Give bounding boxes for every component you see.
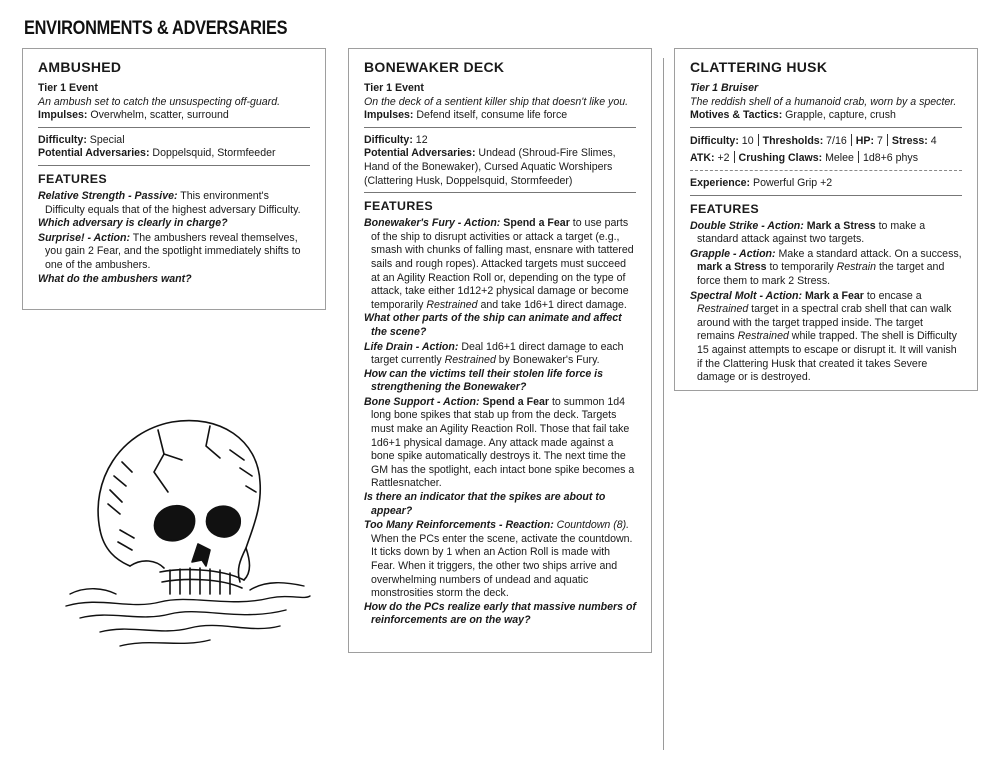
feature-text: The ambushers reveal themselves, you gain 2 Fear, and the spotlight immediately shifts to one of the ambushers.: [45, 231, 301, 271]
atk-value: +2: [714, 152, 730, 165]
feature-name: Life Drain - Action:: [364, 340, 459, 353]
difficulty-line: [38, 134, 310, 148]
feature-text: This environment's Difficulty equals that of the highest adversary Difficulty.: [45, 189, 301, 216]
feature-text: and take 1d6+1 direct damage.: [477, 298, 627, 311]
stress-label: Stress:: [891, 134, 928, 147]
feature-text: to temporarily: [766, 261, 837, 274]
page-title: ENVIRONMENTS & ADVERSARIES: [24, 18, 288, 39]
difficulty-value: 10: [738, 134, 754, 147]
separator: [887, 134, 888, 146]
stress-value: 4: [927, 134, 937, 147]
condition: Restrained: [697, 303, 749, 316]
experience-value: Powerful Grip +2: [750, 176, 833, 189]
feature-cost: Mark a Fear: [802, 289, 864, 302]
feature-name: Double Strike - Action:: [690, 219, 804, 232]
card-tier: Tier 1 Event: [364, 82, 424, 94]
feature-name: Bonewaker's Fury - Action:: [364, 217, 501, 230]
feature: [364, 341, 636, 395]
card-ambushed: [22, 48, 326, 310]
card-description: The reddish shell of a humanoid crab, worn by a specter.: [690, 95, 957, 108]
feature-name: Spectral Molt - Action:: [690, 289, 803, 302]
impulses-line: [38, 109, 310, 123]
feature: [690, 220, 962, 247]
difficulty-value: Special: [86, 133, 125, 146]
motives-line: [690, 109, 962, 123]
card-title: AMBUSHED: [38, 59, 122, 75]
impulses-label: Impulses:: [364, 109, 414, 122]
impulses-line: [364, 109, 636, 123]
feature-text: the target and force them to mark 2 Stress.: [697, 261, 945, 287]
hp-label: HP:: [855, 134, 875, 147]
feature: [364, 217, 636, 339]
skull-in-water-icon: [60, 410, 315, 650]
feature: [690, 290, 962, 385]
rule: [690, 195, 962, 196]
feature: [38, 232, 310, 286]
card-title: BONEWAKER DECK: [364, 59, 505, 75]
separator: [758, 134, 759, 146]
experience-line: [690, 177, 962, 191]
impulses-value: Defend itself, consume life force: [413, 109, 568, 122]
feature: [364, 519, 636, 628]
feature-question: Is there an indicator that the spikes are about to appear?: [364, 491, 606, 517]
features-heading: FEATURES: [690, 201, 760, 216]
condition: Restrained: [737, 330, 789, 343]
stats-line: [690, 134, 962, 149]
card-title: CLATTERING HUSK: [690, 59, 828, 75]
motives-label: Motives & Tactics:: [690, 109, 783, 122]
countdown: Countdown (8).: [553, 519, 630, 532]
feature-text: Make a standard attack. On a success,: [775, 247, 962, 260]
weapon-label: Crushing Claws:: [738, 152, 823, 165]
card-tier: Tier 1 Bruiser: [690, 82, 759, 94]
feature-name: Grapple - Action:: [690, 247, 776, 260]
feature-text: to summon 1d4 long bone spikes that stab up from the deck. Targets must make an Agility Reaction Roll. Those that fail take 1d6+1 physical damage. Any attack made against a bone spike automatically destroys it. The next time the GM has the spotlight, each intact bone spike becomes a Rattlesnatcher.: [371, 395, 635, 490]
feature-question: What other parts of the ship can animate and affect the scene?: [364, 312, 622, 338]
adversaries-label: Potential Adversaries:: [364, 147, 476, 160]
separator: [858, 151, 859, 163]
feature: [364, 396, 636, 518]
feature-question: Which adversary is clearly in charge?: [38, 217, 228, 230]
features-heading: FEATURES: [364, 199, 434, 214]
weapon-damage: 1d8+6 phys: [862, 152, 919, 165]
feature-question: How do the PCs realize early that massive numbers of reinforcements are on the way?: [364, 600, 636, 627]
difficulty-label: Difficulty:: [364, 133, 413, 146]
adversaries-line: [364, 147, 636, 188]
thresholds-value: 7/16: [823, 134, 847, 147]
adversaries-line: [38, 147, 310, 161]
separator: [734, 151, 735, 163]
difficulty-line: [364, 134, 636, 148]
feature-name: Bone Support - Action:: [364, 395, 480, 408]
card-description: On the deck of a sentient killer ship that doesn't like you.: [364, 95, 629, 108]
feature-text: to make a standard attack against two targets.: [697, 219, 926, 246]
rule: [690, 127, 962, 128]
feature-question: What do the ambushers want?: [38, 272, 192, 285]
feature-cost: Spend a Fear: [500, 217, 570, 230]
feature-cost: mark a Stress: [697, 261, 767, 274]
difficulty-value: 12: [412, 133, 428, 146]
feature: [690, 248, 962, 289]
feature-text: by Bonewaker's Fury.: [495, 354, 600, 367]
feature-text: Deal 1d6+1 direct damage to each target currently: [371, 340, 624, 367]
card-tier: Tier 1 Event: [38, 82, 98, 94]
condition: Restrained: [426, 298, 478, 311]
impulses-value: Overwhelm, scatter, surround: [87, 109, 229, 122]
rule: [38, 165, 310, 166]
feature-text: target in a spectral crab shell that can walk around with the target trapped inside. The target remains: [697, 303, 952, 343]
difficulty-label: Difficulty:: [690, 134, 739, 147]
card-clattering-husk: [674, 48, 978, 391]
adversaries-value: Doppelsquid, Stormfeeder: [149, 147, 276, 160]
separator: [851, 134, 852, 146]
motives-value: Grapple, capture, crush: [782, 109, 896, 122]
feature-text: to use parts of the ship to disrupt activities or attack a target (e.g., smash with chunks of falling mast, ensnare with tattered sails and rough ropes). Attacked targets must succeed at an Agility Reaction Roll or, depending on the type of attack, take either 1d12+2 physical damage or become temporarily: [371, 217, 634, 311]
feature-question: How can the victims tell their stolen life force is strengthening the Bonewaker?: [364, 367, 604, 394]
experience-label: Experience:: [690, 176, 751, 189]
condition: Restrain: [836, 261, 877, 274]
feature-text: while trapped. The shell is Difficulty 15 against attempts to escape or disrupt it. It will vanish if the Clattering Husk that created it takes Severe damage or is destroyed.: [697, 330, 957, 384]
condition: Restrained: [444, 354, 496, 367]
adversaries-label: Potential Adversaries:: [38, 147, 150, 160]
attack-line: [690, 151, 962, 166]
card-description: An ambush set to catch the unsuspecting off-guard.: [38, 95, 281, 108]
feature-name: Relative Strength - Passive:: [38, 189, 178, 202]
column-divider: [663, 58, 664, 750]
features-heading: FEATURES: [38, 171, 108, 186]
impulses-label: Impulses:: [38, 109, 88, 122]
feature-name: Surprise! - Action:: [38, 231, 131, 244]
feature-cost: Mark a Stress: [803, 219, 876, 232]
weapon-range: Melee: [822, 152, 854, 165]
feature-text: When the PCs enter the scene, activate the countdown. It ticks down by 1 when an Action Roll is made with Fear. When it triggers, the other two ships arrive and overwhelming numbers of undead and aquatic monstrosities storm the deck.: [371, 532, 633, 600]
rule: [364, 192, 636, 193]
rule: [364, 127, 636, 128]
feature: [38, 190, 310, 231]
hp-value: 7: [874, 134, 883, 147]
rule: [38, 127, 310, 128]
skull-illustration: [60, 410, 315, 650]
feature-cost: Spend a Fear: [479, 395, 550, 408]
difficulty-label: Difficulty:: [38, 133, 87, 146]
feature-text: to encase a: [863, 289, 922, 302]
card-bonewaker-deck: [348, 48, 652, 653]
dashed-rule: [690, 170, 962, 171]
atk-label: ATK:: [690, 152, 715, 165]
thresholds-label: Thresholds:: [762, 134, 824, 147]
feature-name: Too Many Reinforcements - Reaction:: [364, 519, 554, 532]
adversaries-value: Undead (Shroud-Fire Slimes, Hand of the Bonewaker), Cursed Aquatic Worshipers (Clattering Husk, Doppelsquid, Stormfeeder): [364, 147, 616, 187]
